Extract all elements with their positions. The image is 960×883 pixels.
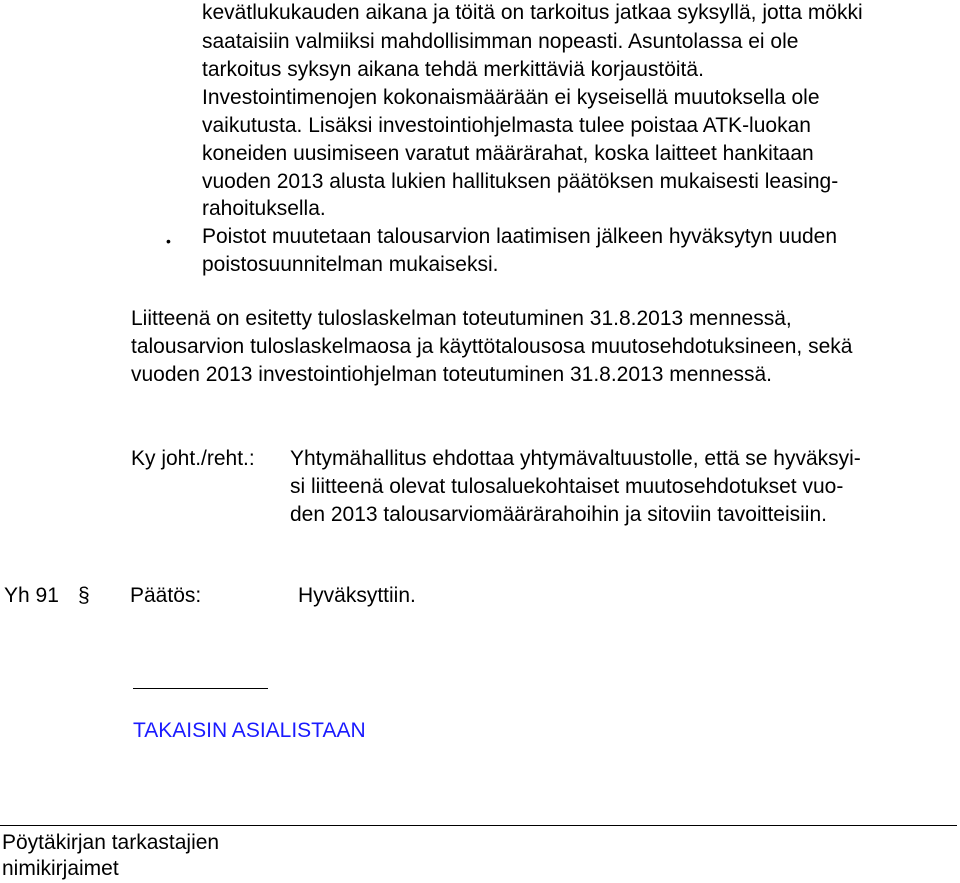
footer-line: Pöytäkirjan tarkastajien <box>2 831 220 854</box>
text-line: tarkoitus syksyn aikana tehdä merkittäviä korjaustöitä. <box>202 58 704 81</box>
text-line: Liitteenä on esitetty tuloslaskelman toteutuminen 31.8.2013 mennessä, <box>131 307 792 330</box>
text-line: Poistot muutetaan talousarvion laatimisen jälkeen hyväksytyn uuden <box>202 225 838 248</box>
text-line: vuoden 2013 investointiohjelman toteutuminen 31.8.2013 mennessä. <box>131 363 772 386</box>
proposal-line: den 2013 talousarviomäärärahoihin ja sitoviin tavoitteisiin. <box>290 503 827 526</box>
decision-value: Hyväksyttiin. <box>298 584 416 607</box>
proposal-line: Yhtymähallitus ehdottaa yhtymävaltuustolle, että se hyväksyi- <box>290 447 861 470</box>
text-line: koneiden uusimiseen varatut määrärahat, koska laitteet hankitaan <box>202 142 814 165</box>
decision-label: Päätös: <box>130 584 202 607</box>
text-line: poistosuunnitelman mukaiseksi. <box>202 253 499 276</box>
proposal-line: si liitteenä olevat tulosaluekohtaiset muutosehdotukset vuo- <box>290 475 844 498</box>
divider <box>133 688 268 689</box>
back-to-agenda-link[interactable]: TAKAISIN ASIALISTAAN <box>133 719 366 742</box>
text-line: Investointimenojen kokonaismäärään ei kyseisellä muutoksella ole <box>202 86 820 109</box>
item-number: Yh 91 <box>4 584 59 607</box>
text-line: saataisiin valmiiksi mahdollisimman nopeasti. Asuntolassa ei ole <box>202 30 799 53</box>
bullet-icon: • <box>166 233 171 249</box>
text-line: talousarvion tuloslaskelmaosa ja käyttötalousosa muutosehdotuksineen, sekä <box>131 335 853 358</box>
text-line: rahoituksella. <box>202 197 326 220</box>
text-line: vaikutusta. Lisäksi investointiohjelmasta tulee poistaa ATK-luokan <box>202 114 811 137</box>
text-line: kevätlukukauden aikana ja töitä on tarkoitus jatkaa syksyllä, jotta mökki <box>202 1 863 24</box>
text-line: vuoden 2013 alusta lukien hallituksen päätöksen mukaisesti leasing- <box>202 170 839 193</box>
section-mark: § <box>78 584 90 607</box>
proposal-label: Ky joht./reht.: <box>131 447 255 470</box>
footer-line: nimikirjaimet <box>2 857 119 880</box>
footer-divider <box>0 825 957 826</box>
